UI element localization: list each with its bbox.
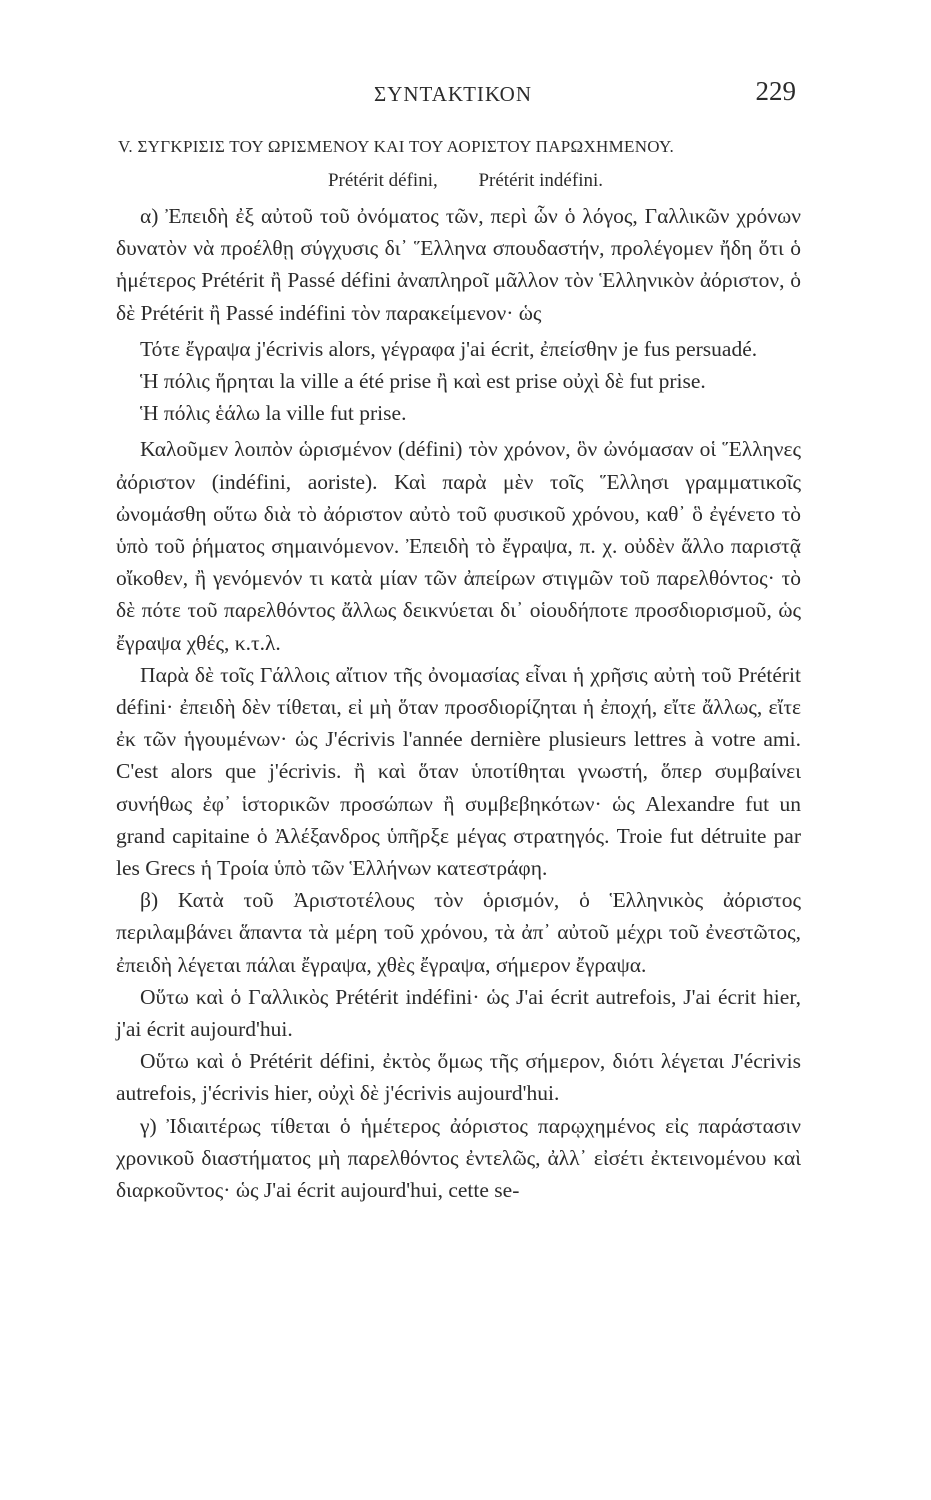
example-paragraph: Ἡ πόλις ἑάλω la ville fut prise. — [140, 401, 407, 426]
page-number: 229 — [755, 76, 796, 106]
subheading-defini: Prétérit défini, — [327, 170, 438, 191]
paragraph-b: β) Κατὰ τοῦ Ἀριστοτέλους τὸν ὁρισμόν, ὁ Ἑλληνικὸς ἀόριστος περιλαμβάνει ἅπαντα τὰ μέρη τοῦ χρόνου, τὰ ἀπ᾽ αὐτοῦ μέχρι τοῦ ἐνεστῶτος, ἐπειδὴ λέγεται πάλαι ἔγραψα, χθὲς ἔγραψα, σήμερον ἔγραψα. — [116, 888, 801, 977]
page-header — [110, 76, 796, 116]
paragraph: Καλοῦμεν λοιπὸν ὡρισμένον (défini) τὸν χρόνον, ὃν ὠνόμασαν οἱ Ἕλληνες ἀόριστον (indéfini, aoriste). Καὶ παρὰ μὲν τοῖς Ἕλλησι γραμματικοῖς ὠνομάσθη οὕτω διὰ τὸ ἀόριστον αὐτὸ τοῦ φυσικοῦ χρόνου, καθ᾽ ὃ ἐγένετο τὸ ὑπὸ τοῦ ῥήματος σημαινόμενον. Ἐπειδὴ τὸ ἔγραψα, π. χ. οὐδὲν ἄλλο παριστᾷ οἴκοθεν, ἢ γενόμενόν τι κατὰ μίαν τῶν ἀπείρων στιγμῶν τοῦ παρελθόντος· τὸ δὲ πότε τοῦ παρελθόντος ἄλλως δεικνύεται δι᾽ οἱουδήποτε προσδιορισμοῦ, ὡς ἔγραψα χθές, κ.τ.λ. — [116, 437, 801, 655]
section-heading: V. ΣΥΓΚΡΙΣΙΣ ΤΟΥ ΩΡΙΣΜΕΝΟΥ ΚΑΙ ΤΟΥ ΑΟΡΙΣΤΟΥ ΠΑΡΩΧΗΜΕΝΟΥ. — [118, 137, 675, 156]
paragraph-a: α) Ἐπειδὴ ἐξ αὐτοῦ τοῦ ὀνόματος τῶν, περὶ ὧν ὁ λόγος, Γαλλικῶν χρόνων δυνατὸν νὰ προέλθῃ σύγχυσις δι᾽ Ἕλληνα σπουδαστήν, προλέγομεν ἤδη ὅτι ὁ ἡμέτερος Prétérit ἢ Passé défini ἀναπληροῖ μᾶλλον τὸν Ἑλληνικὸν ἀόριστον, ὁ δὲ Prétérit ἢ Passé indéfini τὸν παρακείμενον· ὡς — [116, 204, 801, 325]
example-paragraph: Ἡ πόλις ἥρηται la ville a été prise ἢ καὶ est prise οὐχὶ δὲ fut prise. — [140, 369, 706, 394]
body-text — [116, 200, 801, 1206]
subheading-indefini: Prétérit indéfini. — [478, 170, 604, 191]
section-subheading — [0, 170, 931, 192]
paragraph: Παρὰ δὲ τοῖς Γάλλοις αἴτιον τῆς ὀνομασίας εἶναι ἡ χρῆσις αὐτὴ τοῦ Prétérit défini· ἐπειδὴ δὲν τίθεται, εἰ μὴ ὅταν προσδιορίζηται ἡ ἐποχή, εἴτε ἄλλως, εἴτε ἐκ τῶν ἡγουμένων· ὡς J'écrivis l'année dernière plusieurs lettres à votre ami. C'est alors que j'écrivis. ἢ καὶ ὅταν ὑποτίθηται γνωστή, ὅπερ συμβαίνει συνήθως ἐφ᾽ ἱστορικῶν προσώπων ἢ συμβεβηκότων· ὡς Alexandre fut un grand capitaine ὁ Ἀλέξανδρος ὑπῆρξε μέγας στρατηγός. Troie fut détruite par les Grecs ἡ Τροία ὑπὸ τῶν Ἑλλήνων κατεστράφη. — [116, 662, 801, 881]
paragraph: Οὕτω καὶ ὁ Prétérit défini, ἐκτὸς ὅμως τῆς σήμερον, διότι λέγεται J'écrivis autrefois, j'écrivis hier, οὐχὶ δὲ j'écrivis aujourd'hui. — [116, 1049, 801, 1106]
example-paragraph: Τότε ἔγραψα j'écrivis alors, γέγραφα j'ai écrit, ἐπείσθην je fus persuadé. — [140, 336, 758, 361]
running-title: ΣΥΝΤΑΚΤΙΚΟΝ — [374, 82, 532, 106]
paragraph: Οὕτω καὶ ὁ Γαλλικὸς Prétérit indéfini· ὡς J'ai écrit autrefois, J'ai écrit hier, j'ai écrit aujourd'hui. — [116, 984, 801, 1042]
paragraph-c: γ) Ἰδιαιτέρως τίθεται ὁ ἡμέτερος ἀόριστος παρῳχημένος εἰς παράστασιν χρονικοῦ διαστήματος μὴ παρελθόντος ἐντελῶς, ἀλλ᾽ εἰσέτι ἐκτεινομένου καὶ διαρκοῦντος· ὡς J'ai écrit aujourd'hui, cette se- — [116, 1113, 801, 1203]
